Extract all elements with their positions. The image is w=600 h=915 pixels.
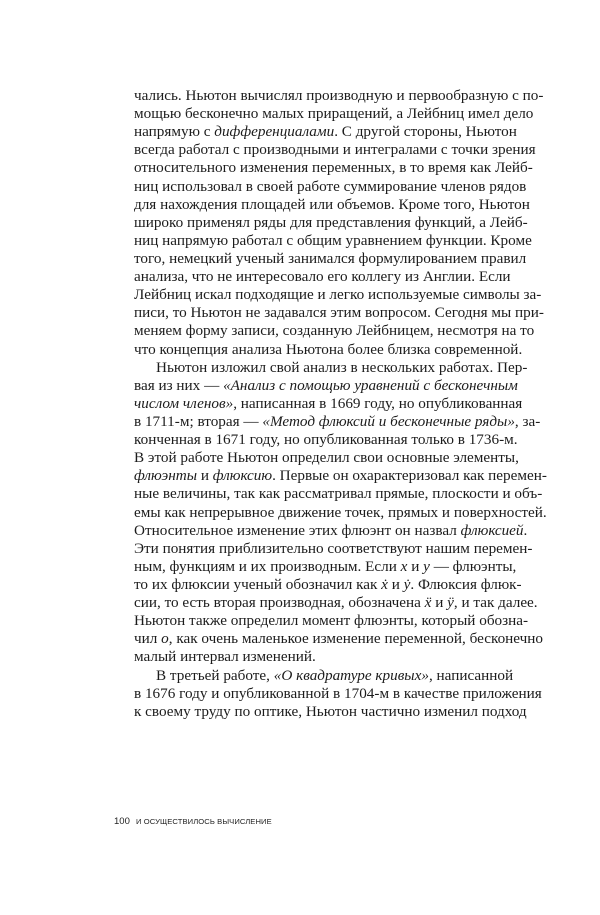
- text-segment: Ньютон изложил свой анализ в нескольких работах. Пер-: [156, 358, 528, 376]
- text-line: [134, 213, 528, 232]
- text-line: [134, 521, 528, 540]
- text-line: [134, 467, 547, 485]
- italic-text: флюэнты: [134, 467, 198, 485]
- text-segment: Лейбниц искал подходящие и легко используемые символы за-: [134, 286, 542, 304]
- italic-text: o: [161, 630, 169, 648]
- text-segment: , и так далее.: [453, 594, 538, 612]
- text-segment: меняем форму записи, созданную Лейбницем, несмотря на то: [134, 322, 535, 340]
- text-line: [134, 268, 511, 286]
- italic-text: x: [400, 557, 408, 575]
- text-segment: , написанная в 1669 году, но опубликованная: [233, 394, 523, 412]
- text-segment: . Первые он охарактеризовал как перемен-: [272, 467, 547, 485]
- text-line: [134, 485, 543, 503]
- text-segment: и: [197, 467, 213, 485]
- italic-text: ÿ: [447, 594, 454, 612]
- italic-text: «О квадратуре кривых»: [273, 666, 429, 684]
- text-line: [134, 412, 541, 431]
- text-segment: ные величины, так как рассматривал прямые, плоскости и объ-: [134, 485, 543, 503]
- text-segment: Относительное изменение этих флюэнт он назвал: [134, 521, 461, 539]
- page-number: 100: [114, 816, 130, 827]
- text-segment: и: [387, 575, 404, 593]
- text-segment: широко применял ряды для представления функций, а Лейб-: [134, 213, 528, 231]
- text-segment: в 1676 году и опубликованной в 1704-м в качестве приложения: [134, 684, 542, 702]
- text-segment: , как очень маленькое изменение переменной, бесконечно: [168, 630, 544, 648]
- italic-text: y: [423, 557, 430, 575]
- italic-text: дифференциалами: [214, 123, 335, 141]
- text-segment: — флюэнты,: [429, 557, 517, 575]
- text-line: [134, 141, 536, 159]
- italic-text: ẍ: [424, 594, 432, 612]
- text-segment: и: [407, 557, 424, 575]
- text-line: [134, 594, 538, 612]
- text-segment: В этой работе Ньютон определил свои основные элементы,: [134, 449, 519, 467]
- text-line: [134, 304, 544, 322]
- text-segment: конченная в 1671 году, но опубликованная только в 1736-м.: [134, 431, 518, 449]
- text-line: [134, 376, 518, 395]
- running-title: И ОСУЩЕСТВИЛОСЬ ВЫЧИСЛЕНИЕ: [136, 817, 272, 826]
- text-line: [134, 249, 527, 268]
- text-segment: всегда работал с производными и интегралами с точки зрения: [134, 141, 536, 159]
- italic-text: флюксию: [212, 467, 273, 485]
- text-segment: .: [523, 521, 528, 539]
- text-segment: в 1711-м; вторая —: [134, 412, 263, 430]
- text-segment: , за-: [514, 412, 541, 430]
- text-segment: и: [431, 594, 448, 612]
- italic-text: числом членов»: [134, 394, 234, 412]
- text-line: [134, 322, 535, 340]
- text-segment: напрямую с: [134, 123, 215, 141]
- italic-text: «Метод флюксий и бесконечные ряды»: [262, 412, 515, 430]
- text-segment: Эти понятия приблизительно соответствуют нашим перемен-: [134, 539, 533, 557]
- text-segment: ниц напрямую работал с общим уравнением функции. Кроме: [134, 231, 532, 249]
- text-line: [134, 684, 542, 703]
- body-text: [134, 87, 547, 721]
- text-segment: ниц использовал в своей работе суммирование членов рядов: [134, 177, 527, 195]
- text-line: [134, 231, 532, 250]
- text-segment: что концепция анализа Ньютона более близка современной.: [134, 340, 523, 358]
- text-segment: мощью бесконечно малых приращений, а Лейбниц имел дело: [134, 105, 534, 123]
- text-segment: . С другой стороны, Ньютон: [334, 123, 517, 141]
- text-line: [134, 630, 544, 648]
- text-line: [134, 340, 523, 359]
- text-line: [134, 666, 514, 685]
- text-line: [134, 105, 534, 123]
- text-segment: , написанной: [428, 666, 514, 684]
- text-line: [134, 612, 529, 630]
- text-segment: относительного изменения переменных, в то время как Лейб-: [134, 159, 533, 177]
- text-segment: Ньютон также определил момент флюэнты, который обозна-: [134, 612, 529, 630]
- text-segment: анализа, что не интересовало его коллегу из Англии. Если: [134, 268, 511, 286]
- text-line: [134, 431, 518, 449]
- text-segment: для нахождения площадей или объемов. Кроме того, Ньютон: [134, 195, 530, 213]
- text-segment: писи, то Ньютон не задавался этим вопросом. Сегодня мы при-: [134, 304, 544, 322]
- text-line: [134, 503, 547, 522]
- text-segment: то их флюксии ученый обозначил как: [134, 575, 382, 593]
- text-line: [134, 648, 473, 666]
- text-segment: того, немецкий ученый занимался формулированием правил: [134, 249, 527, 267]
- text-line: [134, 702, 527, 721]
- text-segment: к своему труду по оптике, Ньютон частично изменил подход: [134, 702, 527, 720]
- text-line: [134, 123, 517, 141]
- text-line: [134, 575, 522, 594]
- text-segment: вая из них —: [134, 376, 224, 394]
- text-segment: ным, функциям и их производным. Если: [134, 557, 401, 575]
- text-line: [134, 87, 544, 105]
- text-line: [134, 358, 528, 377]
- text-line: [134, 449, 519, 467]
- text-segment: В третьей работе,: [156, 666, 274, 684]
- text-line: [134, 286, 542, 304]
- text-line: [134, 394, 523, 413]
- text-segment: чались. Ньютон вычислял производную и первообразную с по-: [134, 87, 544, 104]
- text-segment: малый интервал изменений.: [134, 648, 316, 666]
- text-line: [134, 539, 533, 558]
- italic-text: ẏ: [403, 575, 411, 593]
- text-line: [134, 159, 533, 177]
- text-line: [134, 557, 517, 576]
- italic-text: флюксией: [460, 521, 524, 539]
- text-segment: . Флюксия флюк-: [410, 575, 522, 593]
- text-line: [134, 177, 527, 196]
- text-segment: емы как непрерывное движение точек, прямых и поверхностей.: [134, 503, 547, 521]
- text-segment: чил: [134, 630, 162, 648]
- italic-text: «Анализ с помощью уравнений с бесконечным: [223, 376, 518, 394]
- italic-text: ẋ: [381, 575, 388, 593]
- text-segment: сии, то есть вторая производная, обозначена: [134, 594, 425, 612]
- text-line: [134, 195, 530, 214]
